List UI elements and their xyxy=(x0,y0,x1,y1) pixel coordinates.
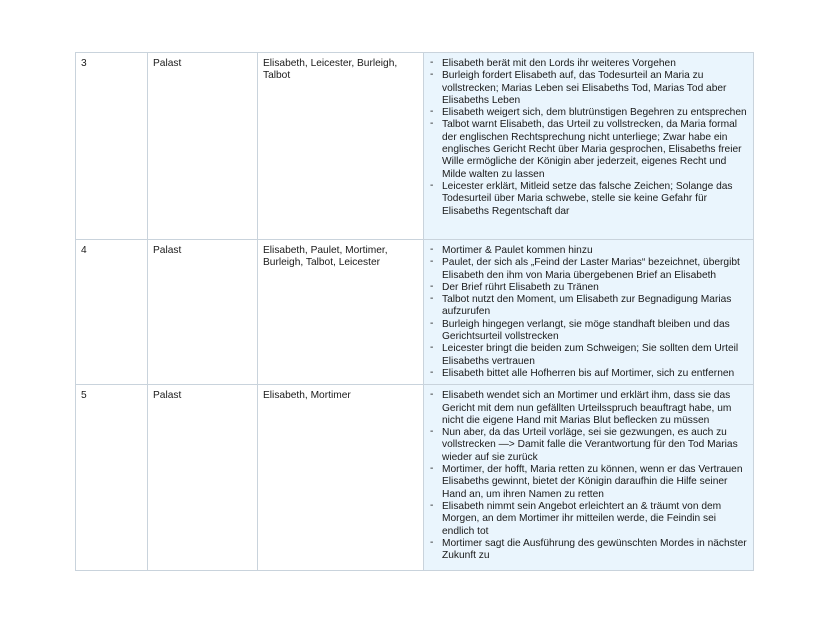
scene-number-cell: 5 xyxy=(76,385,148,571)
event-text: Burleigh hingegen verlangt, sie möge standhaft bleiben und das Gerichtsurteil vollstrecken xyxy=(442,318,730,343)
event-text: Elisabeth wendet sich an Mortimer und erklärt ihm, dass sie das Gericht mit dem nun gefällten Urteilsspruch beauftragt habe, um nicht die eigene Hand mit Marias Blut beflecken zu müssen xyxy=(442,390,732,426)
table-row-scene-4 xyxy=(76,240,754,385)
bullet-dash: - xyxy=(430,280,434,292)
list-item xyxy=(428,390,748,427)
list-item xyxy=(428,282,748,294)
list-item xyxy=(428,368,748,380)
list-item xyxy=(428,181,748,218)
scene-characters-cell: Elisabeth, Leicester, Burleigh, Talbot xyxy=(258,53,424,240)
event-text: Talbot warnt Elisabeth, das Urteil zu vollstrecken, da Maria formal der englischen Rechtsprechung nicht unterliege; Zwar habe ein englisches Gericht Recht über Maria gesprochen, Elisabeths freier Wille ermögliche der Königin aber jederzeit, eigenes Recht und Milde walten zu lassen xyxy=(442,119,742,180)
list-item xyxy=(428,427,748,464)
table-row-scene-3 xyxy=(76,53,754,240)
bullet-dash: - xyxy=(430,342,434,354)
scene-number-cell: 3 xyxy=(76,53,148,240)
table-row-scene-5 xyxy=(76,385,754,571)
list-item xyxy=(428,464,748,501)
event-text: Talbot nutzt den Moment, um Elisabeth zur Begnadigung Marias aufzurufen xyxy=(442,294,732,318)
list-item xyxy=(428,319,748,344)
event-text: Mortimer sagt die Ausführung des gewünschten Mordes in nächster Zukunft zu xyxy=(442,537,747,562)
list-item xyxy=(428,257,748,282)
scene-table xyxy=(75,52,754,571)
list-item xyxy=(428,343,748,368)
scene-place-cell: Palast xyxy=(148,240,258,385)
bullet-dash: - xyxy=(430,366,434,378)
bullet-dash: - xyxy=(430,57,434,68)
event-text: Elisabeth berät mit den Lords ihr weiteres Vorgehen xyxy=(442,58,676,69)
list-item xyxy=(428,107,748,119)
event-text: Mortimer, der hofft, Maria retten zu können, wenn er das Vertrauen Elisabeths gewinnt, bietet der Königin daraufhin die Hilfe seiner Hand an, um ihren Namen zu retten xyxy=(442,464,743,500)
scene-place-cell: Palast xyxy=(148,385,258,571)
event-text: Elisabeth nimmt sein Angebot erleichtert an & träumt von dem Morgen, an dem Mortimer ihr mitteilen werde, die Feindin sei endlich tot xyxy=(442,500,722,537)
bullet-dash: - xyxy=(430,256,434,268)
bullet-dash: - xyxy=(430,244,434,255)
event-text: Leicester erklärt, Mitleid setze das falsche Zeichen; Solange das Todesurteil über Maria schwebe, stelle sie keine Gefahr für Elisabeths Regentschaft dar xyxy=(442,180,733,217)
event-list xyxy=(428,245,748,380)
bullet-dash: - xyxy=(430,463,434,475)
event-list xyxy=(428,58,748,218)
bullet-dash: - xyxy=(430,389,434,401)
event-text: Leicester bringt die beiden zum Schweigen; Sie sollten dem Urteil Elisabeths vertrauen xyxy=(442,343,739,367)
bullet-dash: - xyxy=(430,118,434,130)
bullet-dash: - xyxy=(430,426,434,438)
list-item xyxy=(428,245,748,257)
scene-characters-cell: Elisabeth, Paulet, Mortimer, Burleigh, Talbot, Leicester xyxy=(258,240,424,385)
list-item xyxy=(428,70,748,107)
event-text: Burleigh fordert Elisabeth auf, das Todesurteil an Maria zu vollstrecken; Marias Leben sei Elisabeths Tod, Marias Tod aber Elisabeths Leben xyxy=(442,70,727,106)
list-item xyxy=(428,538,748,563)
event-text: Paulet, der sich als „Feind der Laster Marias“ bezeichnet, übergibt Elisabeth den ihm von Maria übergebenen Brief an Elisabeth xyxy=(442,257,740,281)
event-text: Mortimer & Paulet kommen hinzu xyxy=(442,245,593,256)
event-text: Der Brief rührt Elisabeth zu Tränen xyxy=(442,281,599,293)
event-text: Nun aber, da das Urteil vorläge, sei sie gezwungen, es auch zu vollstrecken —> Damit falle die Verantwortung für den Tod Marias wieder auf sie zurück xyxy=(442,427,738,463)
scene-events-cell xyxy=(424,240,754,385)
list-item xyxy=(428,119,748,180)
scene-events-cell xyxy=(424,385,754,571)
event-text: Elisabeth weigert sich, dem blutrünstigen Begehren zu entsprechen xyxy=(442,107,747,119)
bullet-dash: - xyxy=(430,179,434,191)
scene-place-cell: Palast xyxy=(148,53,258,240)
list-item xyxy=(428,294,748,319)
list-item xyxy=(428,501,748,538)
scene-number-cell: 4 xyxy=(76,240,148,385)
bullet-dash: - xyxy=(430,106,434,118)
event-text: Elisabeth bittet alle Hofherren bis auf Mortimer, sich zu entfernen xyxy=(442,367,735,379)
list-item xyxy=(428,58,748,70)
bullet-dash: - xyxy=(430,317,434,329)
bullet-dash: - xyxy=(430,536,434,548)
bullet-dash: - xyxy=(430,69,434,81)
bullet-dash: - xyxy=(430,499,434,511)
bullet-dash: - xyxy=(430,293,434,305)
scene-characters-cell: Elisabeth, Mortimer xyxy=(258,385,424,571)
event-list xyxy=(428,390,748,562)
scene-events-cell xyxy=(424,53,754,240)
